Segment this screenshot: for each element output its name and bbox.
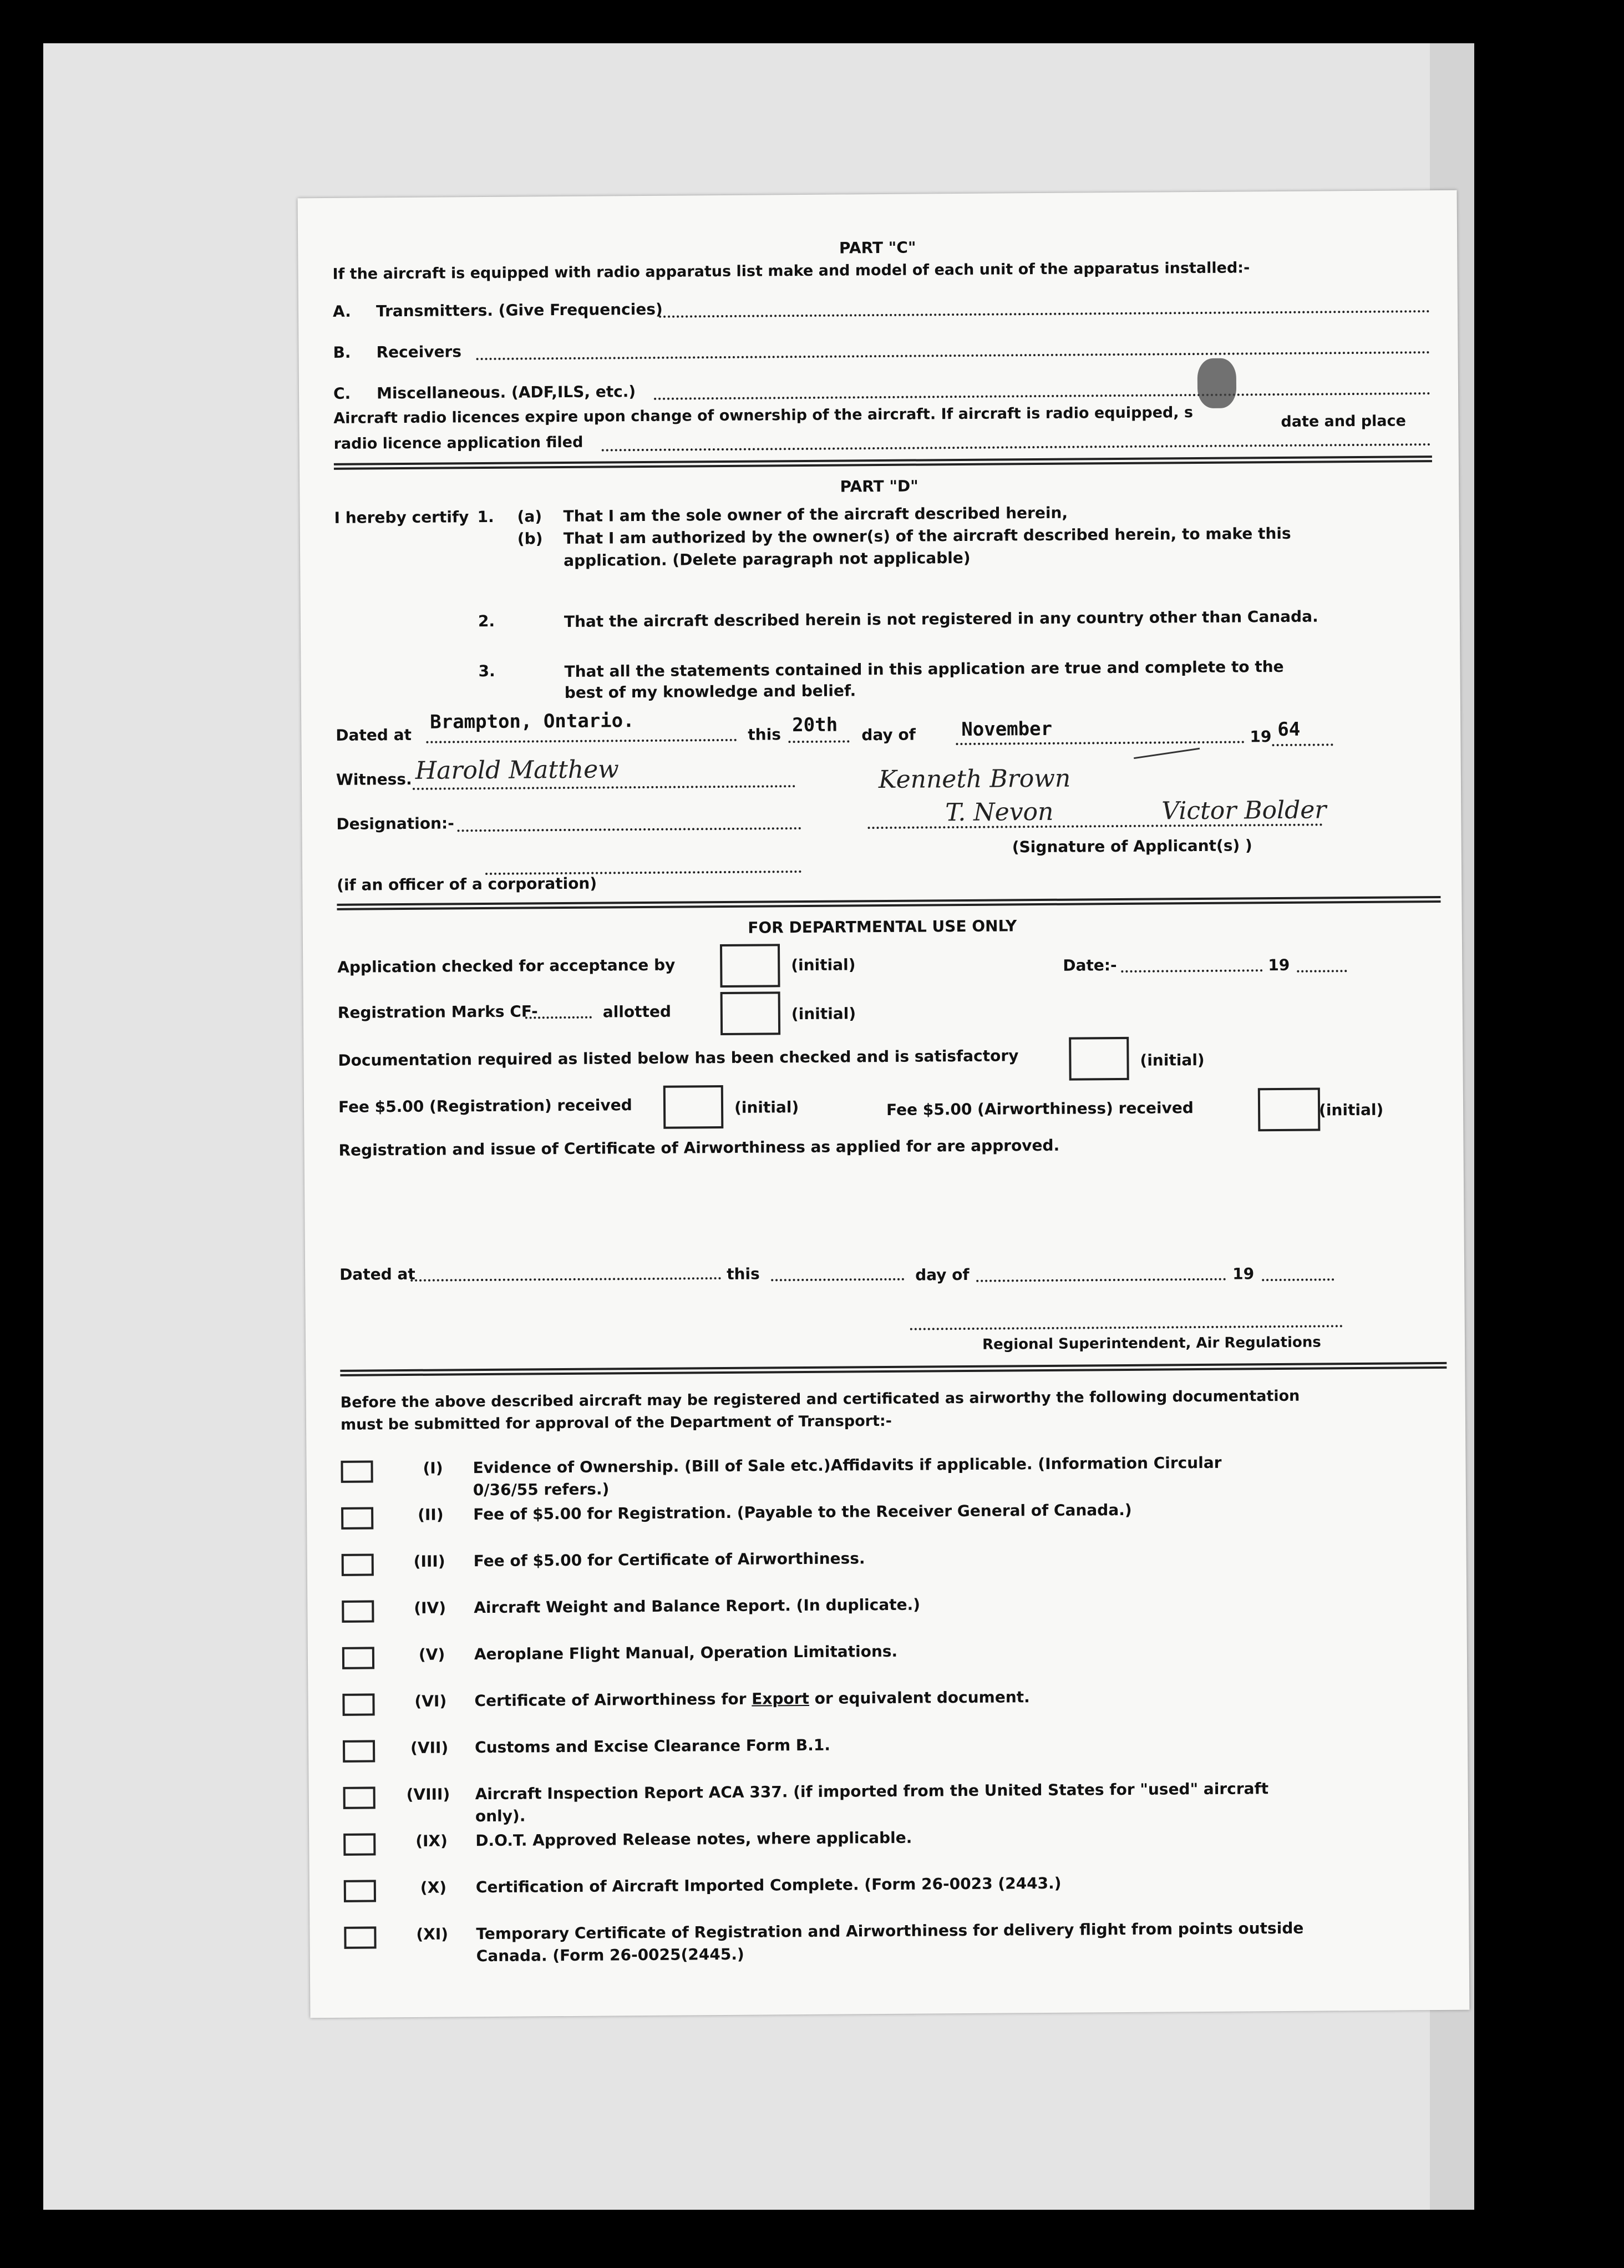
date-year-field[interactable] xyxy=(1297,970,1347,973)
registration-form-page xyxy=(298,190,1470,2018)
part-c-b-letter: B. xyxy=(333,343,351,362)
doc-checkbox-viii[interactable] xyxy=(343,1786,375,1809)
doc-number-iii: (III) xyxy=(413,1552,445,1571)
doc-checkbox-vi[interactable] xyxy=(342,1693,374,1715)
day-line xyxy=(788,740,849,743)
clause-3-number: 3. xyxy=(478,661,495,681)
transmitters-field[interactable] xyxy=(659,310,1430,318)
checked-label: Application checked for acceptance by xyxy=(337,955,676,976)
dept-year-19: 19 xyxy=(1232,1264,1255,1283)
documentation-check-label: Documentation required as listed below has been checked and is satisfactory xyxy=(338,1046,1019,1070)
superintendent-caption: Regional Superintendent, Air Regulations xyxy=(982,1334,1321,1353)
approval-statement: Registration and issue of Certificate of Airworthiness as applied for are approved. xyxy=(338,1136,1060,1160)
licence-note-line1a: Aircraft radio licences expire upon change of ownership of the aircraft. If aircraft is radio equipped, s xyxy=(333,404,1194,427)
dated-place-value[interactable]: Brampton, Ontario. xyxy=(430,710,635,733)
clause-1a-mark: (a) xyxy=(517,507,542,526)
witness-line[interactable] xyxy=(413,785,795,790)
dept-this-field[interactable] xyxy=(771,1278,904,1282)
month-line xyxy=(956,741,1244,745)
dept-this-label: this xyxy=(727,1264,760,1283)
certify-label: I hereby certify xyxy=(334,508,469,527)
date-field[interactable] xyxy=(1121,969,1262,973)
witness-label: Witness. xyxy=(336,770,412,789)
fee-registration-initial-label: (initial) xyxy=(734,1098,799,1117)
doc-checkbox-x[interactable] xyxy=(344,1880,376,1902)
reg-marks-initial-label: (initial) xyxy=(791,1004,856,1024)
part-d-heading: PART "D" xyxy=(840,477,918,496)
doc-checkbox-i[interactable] xyxy=(341,1460,373,1482)
dated-at-label: Dated at xyxy=(336,725,412,745)
fee-airworthiness-initial-label: (initial) xyxy=(1318,1100,1384,1120)
clause-1b-mark: (b) xyxy=(517,529,543,548)
dept-day-of-label: day of xyxy=(915,1265,970,1284)
clause-1a-text: That I am the sole owner of the aircraft described herein, xyxy=(563,503,1068,526)
doc-checkbox-v[interactable] xyxy=(342,1647,374,1669)
dept-day-of-field[interactable] xyxy=(976,1278,1226,1282)
reg-marks-initial-box[interactable] xyxy=(720,991,781,1035)
doc-text-vi-end: or equivalent document. xyxy=(814,1688,1030,1708)
applicant-signature-3: Victor Bolder xyxy=(1161,796,1327,826)
doc-text-vi-export: Export xyxy=(752,1689,810,1708)
month-value[interactable]: November xyxy=(961,717,1053,741)
clause-2-number: 2. xyxy=(478,611,495,631)
dept-dated-at-field[interactable] xyxy=(410,1277,721,1282)
dated-place-line xyxy=(426,739,737,743)
officer-note: (if an officer of a corporation) xyxy=(337,874,597,894)
doc-text-iv: Aircraft Weight and Balance Report. (In duplicate.) xyxy=(474,1595,921,1617)
doc-number-v: (V) xyxy=(418,1645,445,1664)
miscellaneous-label: Miscellaneous. (ADF,ILS, etc.) xyxy=(376,382,636,403)
departmental-divider xyxy=(340,1362,1447,1376)
part-c-heading: PART "C" xyxy=(839,238,916,257)
doc-text-vii: Customs and Excise Clearance Form B.1. xyxy=(474,1735,831,1757)
doc-text-viii: Aircraft Inspection Report ACA 337. (if imported from the United States for "used" aircraft xyxy=(475,1779,1269,1804)
checked-initial-box[interactable] xyxy=(720,944,780,988)
year-value[interactable]: 64 xyxy=(1277,718,1301,741)
dept-year-field[interactable] xyxy=(1262,1278,1334,1281)
receivers-label: Receivers xyxy=(376,342,462,362)
witness-signature: Harold Matthew xyxy=(415,755,620,785)
doc-text-i-cont: 0/36/55 refers.) xyxy=(473,1480,610,1500)
day-of-label: day of xyxy=(861,725,916,745)
miscellaneous-field[interactable] xyxy=(654,392,1430,400)
doc-text-vi xyxy=(474,1688,1029,1710)
clause-2-text: That the aircraft described herein is not registered in any country other than Canada. xyxy=(564,607,1318,631)
part-d-divider xyxy=(337,896,1440,910)
doc-text-xi-cont: Canada. (Form 26-0025(2445.) xyxy=(476,1945,744,1966)
doc-number-x: (X) xyxy=(420,1878,447,1897)
doc-checkbox-ii[interactable] xyxy=(341,1507,373,1529)
applicant-signature-2: T. Nevon xyxy=(945,797,1054,827)
clause-1b-text1: That I am authorized by the owner(s) of the aircraft described herein, to make this xyxy=(563,524,1291,548)
clause-3-text1: That all the statements contained in this application are true and complete to the xyxy=(564,657,1284,681)
transmitters-label: Transmitters. (Give Frequencies) xyxy=(375,300,663,321)
dept-dated-at-label: Dated at xyxy=(339,1264,415,1284)
clause-3-text2: best of my knowledge and belief. xyxy=(564,681,856,702)
superintendent-signature-line[interactable] xyxy=(910,1325,1343,1330)
doc-text-xi: Temporary Certificate of Registration and Airworthiness for delivery flight from points outside xyxy=(476,1918,1304,1943)
clause-1-number: 1. xyxy=(477,507,494,526)
part-c-a-letter: A. xyxy=(332,302,351,321)
day-value[interactable]: 20th xyxy=(792,713,838,737)
part-c-intro: If the aircraft is equipped with radio apparatus list make and model of each unit of the apparatus installed:- xyxy=(332,259,1250,283)
part-c-divider xyxy=(334,455,1432,470)
part-c-c-letter: C. xyxy=(333,384,351,403)
fee-airworthiness-label: Fee $5.00 (Airworthiness) received xyxy=(886,1098,1194,1119)
reg-marks-field[interactable] xyxy=(525,1016,592,1019)
doc-text-viii-cont: only). xyxy=(475,1806,526,1826)
departmental-heading: FOR DEPARTMENTAL USE ONLY xyxy=(748,917,1017,937)
clause-1b-text2: application. (Delete paragraph not applicable) xyxy=(564,548,971,570)
doc-checkbox-iv[interactable] xyxy=(342,1600,374,1622)
ink-smudge xyxy=(1197,358,1237,408)
documentation-intro-2: must be submitted for approval of the Department of Transport:- xyxy=(340,1412,892,1434)
doc-text-x: Certification of Aircraft Imported Complete. (Form 26-0023 (2443.) xyxy=(475,1874,1062,1897)
doc-number-ix: (IX) xyxy=(415,1831,448,1850)
doc-number-i: (I) xyxy=(423,1459,443,1477)
reg-marks-label: Registration Marks CF- xyxy=(337,1002,538,1022)
applicant-signature-line[interactable] xyxy=(868,823,1323,829)
doc-number-viii: (VIII) xyxy=(406,1785,450,1804)
documentation-initial-box[interactable] xyxy=(1069,1037,1129,1081)
doc-number-vi: (VI) xyxy=(414,1692,447,1710)
doc-text-vi-start: Certificate of Airworthiness for xyxy=(474,1689,747,1710)
date-year-19: 19 xyxy=(1268,955,1290,975)
designation-line-1[interactable] xyxy=(458,827,801,832)
year-prefix: 19 xyxy=(1250,727,1272,746)
checked-initial-label: (initial) xyxy=(791,955,856,975)
doc-text-i: Evidence of Ownership. (Bill of Sale etc.)Affidavits if applicable. (Information Circular xyxy=(473,1453,1222,1477)
fee-registration-label: Fee $5.00 (Registration) received xyxy=(338,1096,632,1116)
documentation-initial-label: (initial) xyxy=(1140,1050,1205,1070)
designation-label: Designation:- xyxy=(336,814,454,833)
licence-date-field[interactable] xyxy=(602,443,1431,451)
doc-text-iii: Fee of $5.00 for Certificate of Airworthiness. xyxy=(473,1549,865,1571)
doc-number-ii: (II) xyxy=(418,1505,444,1524)
doc-text-ix: D.O.T. Approved Release notes, where applicable. xyxy=(475,1828,912,1850)
fee-airworthiness-initial-box[interactable] xyxy=(1258,1088,1321,1132)
date-label: Date:- xyxy=(1063,956,1117,975)
receivers-field[interactable] xyxy=(476,351,1430,360)
allotted-label: allotted xyxy=(602,1002,672,1021)
doc-checkbox-xi[interactable] xyxy=(344,1926,376,1948)
doc-checkbox-vii[interactable] xyxy=(343,1740,375,1762)
documentation-intro-1: Before the above described aircraft may be registered and certificated as airworthy the following documentation xyxy=(340,1387,1300,1411)
fee-registration-initial-box[interactable] xyxy=(663,1085,724,1129)
signature-stroke xyxy=(1134,748,1200,759)
doc-checkbox-ix[interactable] xyxy=(343,1833,375,1855)
doc-number-iv: (IV) xyxy=(414,1598,446,1617)
dated-this-label: this xyxy=(748,725,781,744)
doc-number-vii: (VII) xyxy=(410,1738,449,1757)
licence-note-line2: radio licence application filed xyxy=(333,433,583,453)
applicant-signature-1: Kenneth Brown xyxy=(878,764,1071,794)
doc-checkbox-iii[interactable] xyxy=(342,1553,374,1576)
doc-number-xi: (XI) xyxy=(416,1925,449,1943)
doc-text-v: Aeroplane Flight Manual, Operation Limitations. xyxy=(474,1642,898,1664)
licence-note-line1b: date and place xyxy=(1281,412,1406,431)
signature-caption: (Signature of Applicant(s) ) xyxy=(1012,836,1252,857)
doc-text-ii: Fee of $5.00 for Registration. (Payable to the Receiver General of Canada.) xyxy=(473,1500,1132,1524)
year-line xyxy=(1272,743,1333,746)
